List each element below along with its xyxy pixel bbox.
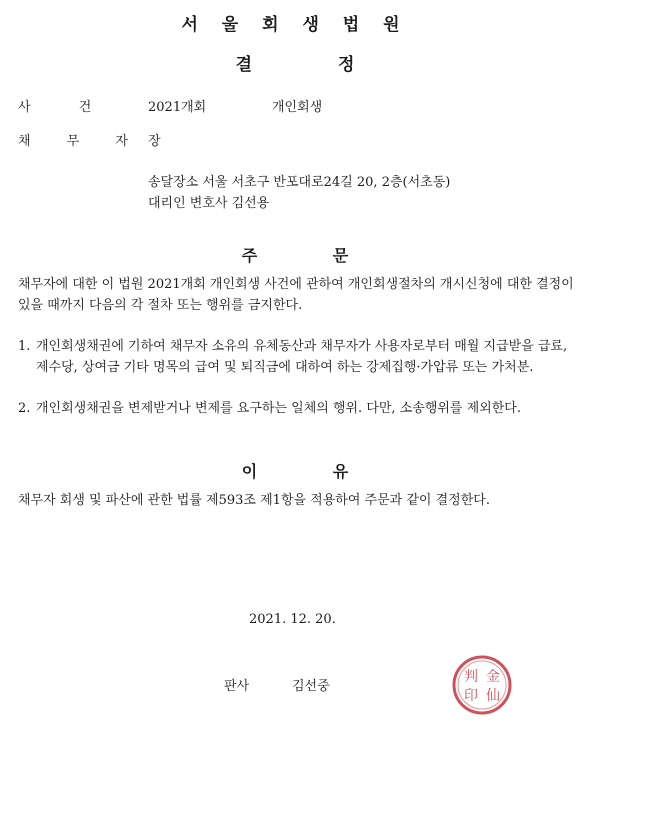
case-number: 2021개회 [148, 100, 207, 115]
seal-icon [451, 654, 513, 716]
order-intro-paragraph: 채무자에 대한 이 법원 2021개회 개인회생 사건에 관하여 개인회생절차의 개시신청에 대한 결정이 있을 때까지 다음의 각 절차 또는 행위를 금지한다. [18, 277, 574, 313]
decision-date: 2021. 12. 20. [249, 612, 336, 627]
order-item-1-number: 1. [18, 339, 31, 354]
judge-seal-stamp [451, 654, 513, 716]
legal-agent: 대리인 변호사 김선용 [148, 196, 270, 211]
court-name: 서 울 회 생 법 원 [181, 15, 409, 35]
svg-text:判: 判 [464, 669, 478, 685]
case-type: 개인회생 [272, 100, 323, 115]
order-item-1 [18, 336, 574, 378]
judge-label: 판사 [224, 679, 250, 694]
case-label: 사 건 [18, 100, 114, 115]
reason-paragraph: 채무자 회생 및 파산에 관한 법률 제593조 제1항을 적용하여 주문과 같이 결정한다. [18, 493, 490, 508]
debtor-name: 장 [148, 134, 161, 149]
order-item-2-number: 2. [18, 401, 31, 416]
svg-text:金: 金 [486, 669, 500, 685]
reason-section-title: 이 유 [241, 462, 349, 481]
svg-text:仙: 仙 [486, 688, 500, 704]
service-address: 송달장소 서울 서초구 반포대로24길 20, 2층(서초동) [148, 175, 451, 190]
judge-name: 김선중 [292, 679, 330, 694]
order-section-title: 주 문 [241, 246, 349, 265]
order-item-1-text: 개인회생채권에 기하여 채무자 소유의 유체동산과 채무자가 사용자로부터 매월 지급받을 급료, 제수당, 상여금 기타 명목의 급여 및 퇴직금에 대하여 하는 강제집행·가압류 또는 가처분. [36, 339, 568, 375]
order-item-2-text: 개인회생채권을 변제받거나 변제를 요구하는 일체의 행위. 다만, 소송행위를 제외한다. [36, 401, 521, 416]
debtor-label: 채 무 자 [18, 134, 144, 149]
order-item-2 [18, 398, 574, 419]
document-type-title: 결 정 [235, 55, 355, 75]
svg-text:印: 印 [464, 688, 478, 704]
